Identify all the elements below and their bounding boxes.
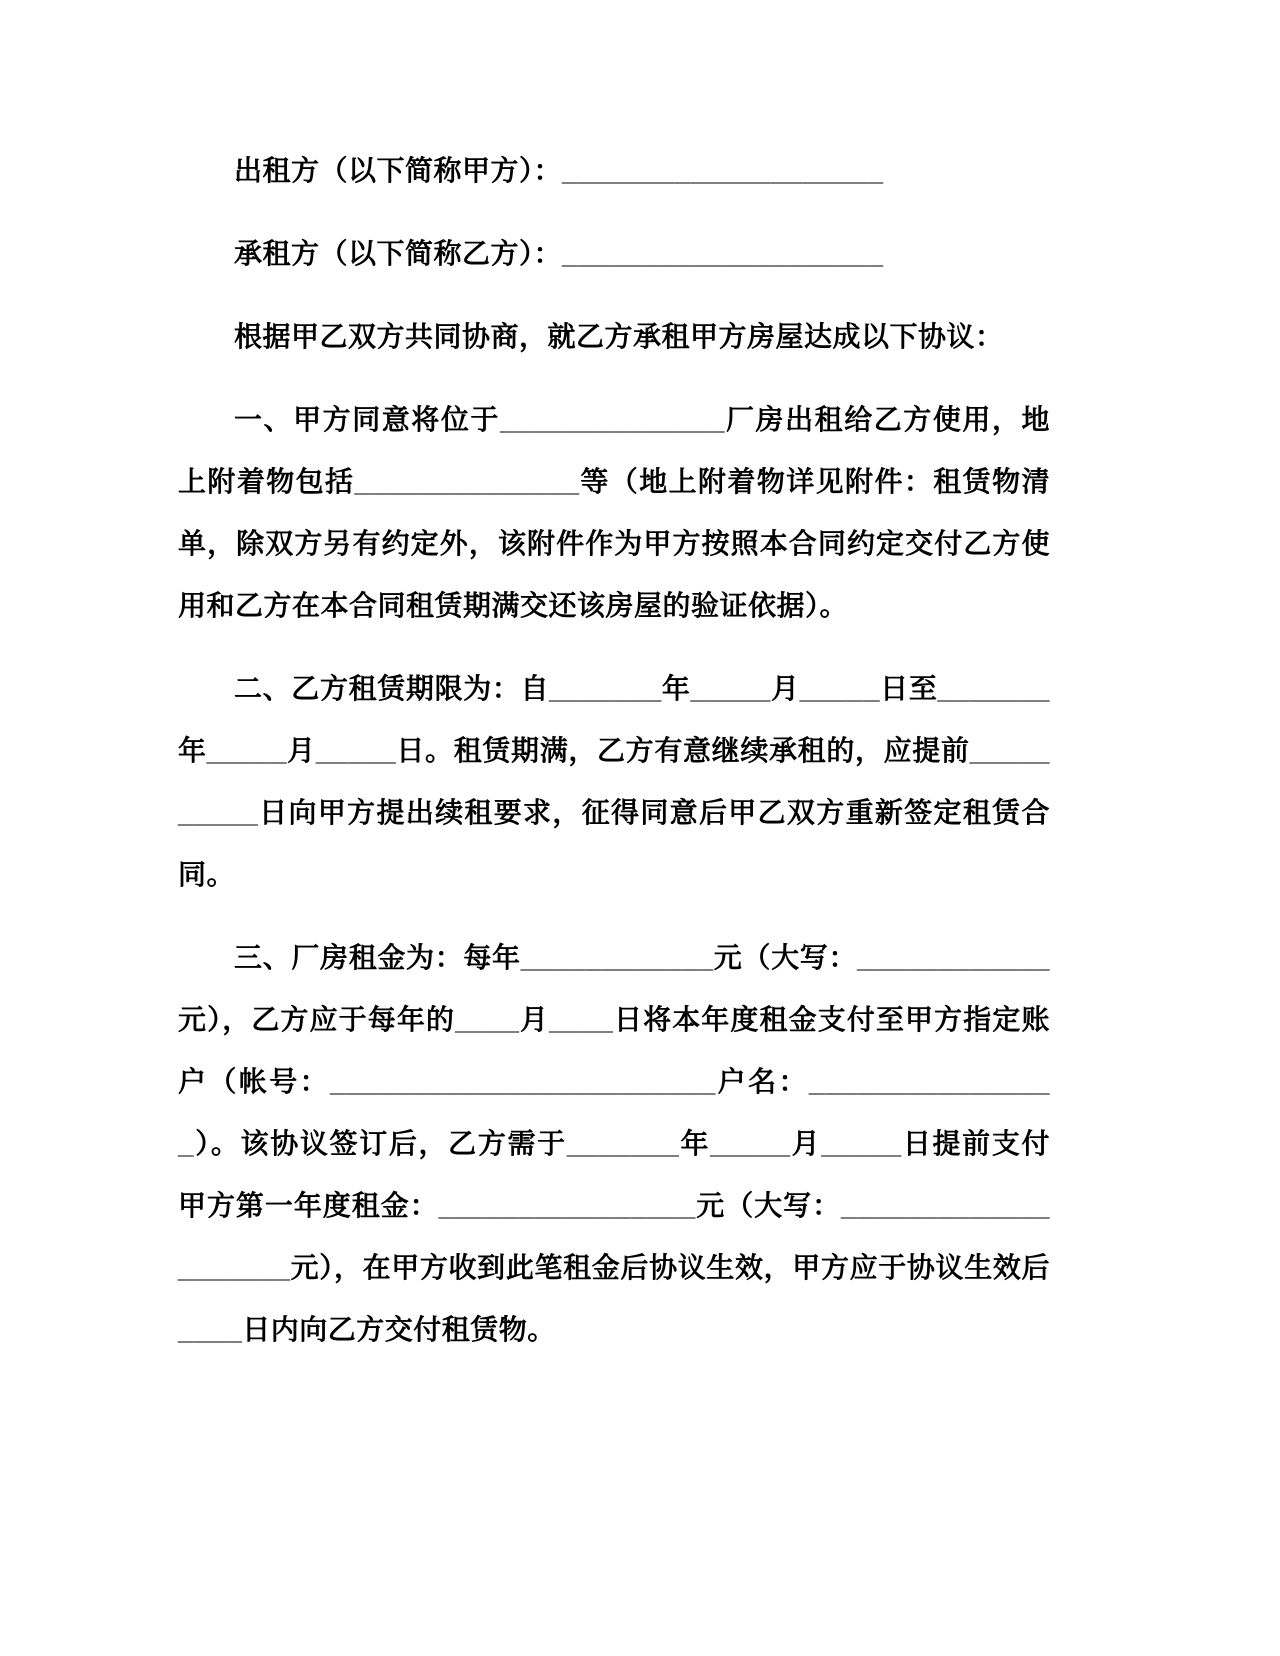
lessor-line: 出租方（以下简称甲方）：____________________ (234, 155, 884, 186)
preamble: 根据甲乙双方共同协商，就乙方承租甲方房屋达成以下协议： (234, 321, 1004, 352)
clause-2: 二、乙方租赁期限为：自_______年_____月_____日至_______年_____月_____日。租赁期满，乙方有意继续承租的，应提前__________日向甲方提出续租要求，征得同意后甲乙双方重新签定租赁合同。 (178, 673, 1050, 890)
lessee-line: 承租方（以下简称乙方）：____________________ (234, 238, 884, 269)
clause-1: 一、甲方同意将位于______________厂房出租给乙方使用，地上附着物包括______________等（地上附着物详见附件：租赁物清单，除双方另有约定外，该附件作为甲方按照本合同约定交付乙方使用和乙方在本合同租赁期满交还该房屋的验证依据）。 (178, 404, 1050, 621)
clause-3: 三、厂房租金为：每年____________元（大写：____________元），乙方应于每年的____月____日将本年度租金支付至甲方指定账户（帐号：________________________户名：________________）。该协议签订后，乙方需于_______年_____月_____日提前支付甲方第一年度租金：________________元（大写：____________________元），在甲方收到此笔租金后协议生效，甲方应于协议生效后____日内向乙方交付租赁物。 (178, 942, 1050, 1345)
